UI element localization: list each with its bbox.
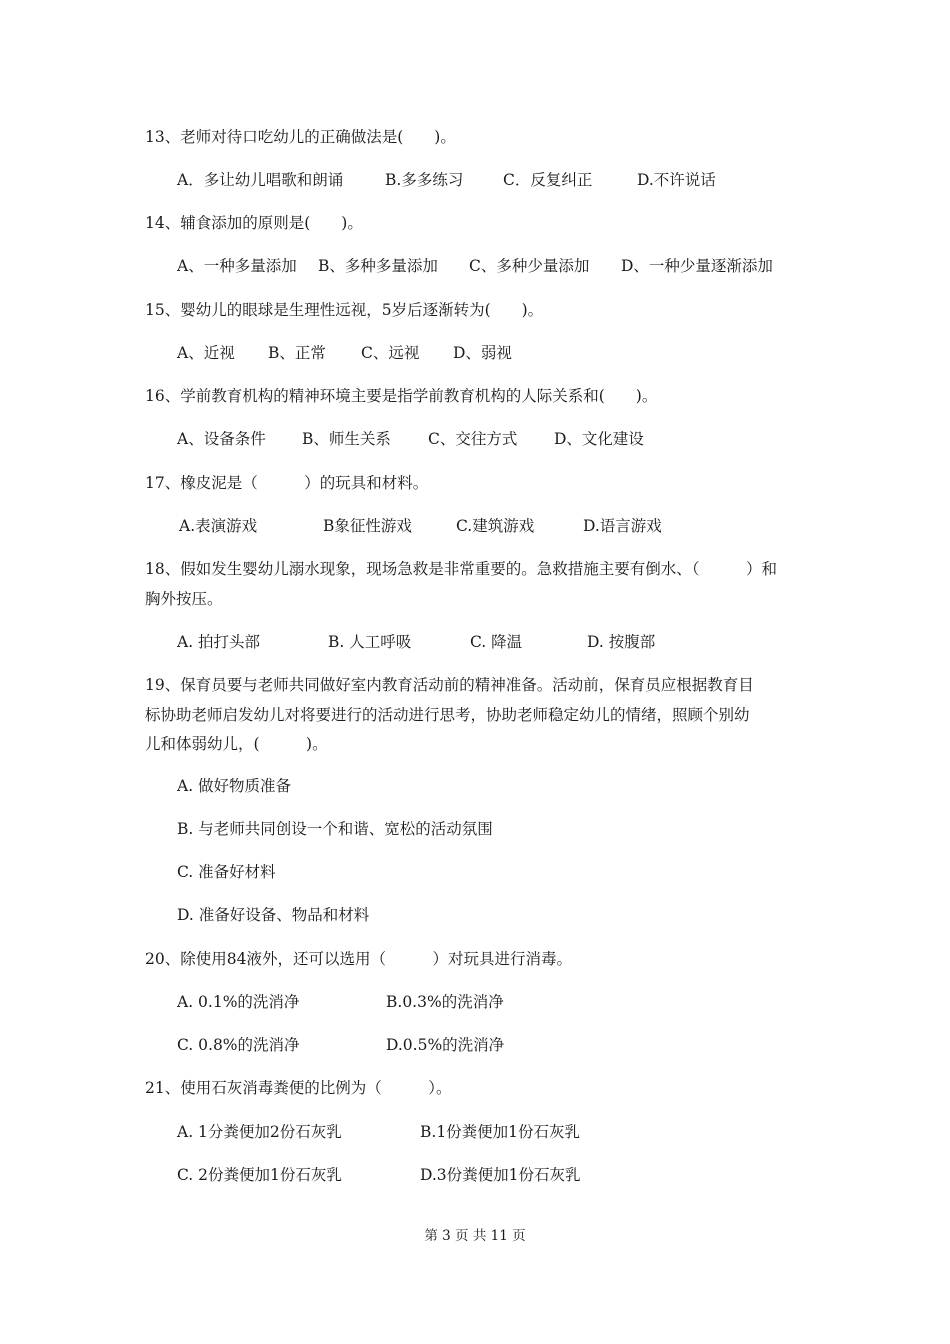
question-13-option-c: C．反复纠正	[503, 171, 593, 189]
question-14-stem: 14、辅食添加的原则是( )。	[145, 214, 363, 232]
question-17-option-a: A.表演游戏	[179, 517, 258, 535]
question-13-option-a: A．多让幼儿唱歌和朗诵	[177, 171, 344, 189]
question-21-stem: 21、使用石灰消毒粪便的比例为（ ）。	[145, 1079, 452, 1097]
question-18-option-b: B. 人工呼吸	[328, 633, 412, 651]
question-18-stem-line-2: 胸外按压。	[145, 590, 223, 608]
question-13-option-d: D.不许说话	[637, 171, 716, 189]
question-15-option-d: D、弱视	[453, 344, 512, 362]
question-18-option-a: A. 拍打头部	[177, 633, 261, 651]
question-15-option-b: B、正常	[268, 344, 326, 362]
question-13-stem: 13、老师对待口吃幼儿的正确做法是( )。	[145, 128, 456, 146]
question-14-option-b: B、多种多量添加	[318, 257, 438, 275]
question-20-option-d: D.0.5%的洗消净	[386, 1036, 505, 1054]
question-19-stem-line-1: 19、保育员要与老师共同做好室内教育活动前的精神准备。活动前，保育员应根据教育目	[145, 676, 754, 694]
question-17-option-c: C.建筑游戏	[456, 517, 535, 535]
question-16-option-d: D、文化建设	[554, 430, 644, 448]
question-20-option-a: A. 0.1%的洗消净	[177, 993, 300, 1011]
question-13-option-b: B.多多练习	[385, 171, 464, 189]
question-18-option-d: D. 按腹部	[587, 633, 656, 651]
question-16-option-c: C、交往方式	[428, 430, 518, 448]
question-17-option-b: B象征性游戏	[323, 517, 412, 535]
page-number-footer: 第 3 页 共 11 页	[424, 1228, 526, 1244]
question-18-option-c: C. 降温	[470, 633, 523, 651]
question-15-stem: 15、婴幼儿的眼球是生理性远视，5岁后逐渐转为( )。	[145, 301, 544, 319]
question-21-option-c: C. 2份粪便加1份石灰乳	[177, 1166, 342, 1184]
question-21-option-a: A. 1分粪便加2份石灰乳	[177, 1123, 342, 1141]
question-15-option-a: A、近视	[177, 344, 235, 362]
question-19-option-d: D. 准备好设备、物品和材料	[177, 906, 370, 924]
question-20-option-c: C. 0.8%的洗消净	[177, 1036, 300, 1054]
question-19-stem-line-3: 儿和体弱幼儿，( )。	[145, 735, 328, 753]
question-16-option-b: B、师生关系	[302, 430, 391, 448]
question-19-option-c: C. 准备好材料	[177, 863, 276, 881]
question-21-option-d: D.3份粪便加1份石灰乳	[420, 1166, 581, 1184]
question-21-option-b: B.1份粪便加1份石灰乳	[420, 1123, 581, 1141]
question-17-option-d: D.语言游戏	[583, 517, 662, 535]
question-14-option-d: D、一种少量逐渐添加	[621, 257, 773, 275]
question-20-option-b: B.0.3%的洗消净	[386, 993, 504, 1011]
question-19-option-a: A. 做好物质准备	[177, 777, 292, 795]
question-17-stem: 17、橡皮泥是（ ）的玩具和材料。	[145, 474, 429, 492]
question-14-option-c: C、多种少量添加	[469, 257, 590, 275]
question-15-option-c: C、远视	[361, 344, 420, 362]
question-16-stem: 16、学前教育机构的精神环境主要是指学前教育机构的人际关系和( )。	[145, 387, 658, 405]
question-20-stem: 20、除使用84液外，还可以选用（ ）对玩具进行消毒。	[145, 950, 572, 968]
question-19-stem-line-2: 标协助老师启发幼儿对将要进行的活动进行思考，协助老师稳定幼儿的情绪，照顾个别幼	[145, 706, 750, 724]
question-19-option-b: B. 与老师共同创设一个和谐、宽松的活动氛围	[177, 820, 493, 838]
question-18-stem-line-1: 18、假如发生婴幼儿溺水现象，现场急救是非常重要的。急救措施主要有倒水、（ ）和	[145, 560, 777, 578]
question-14-option-a: A、一种多量添加	[177, 257, 297, 275]
question-16-option-a: A、设备条件	[177, 430, 266, 448]
